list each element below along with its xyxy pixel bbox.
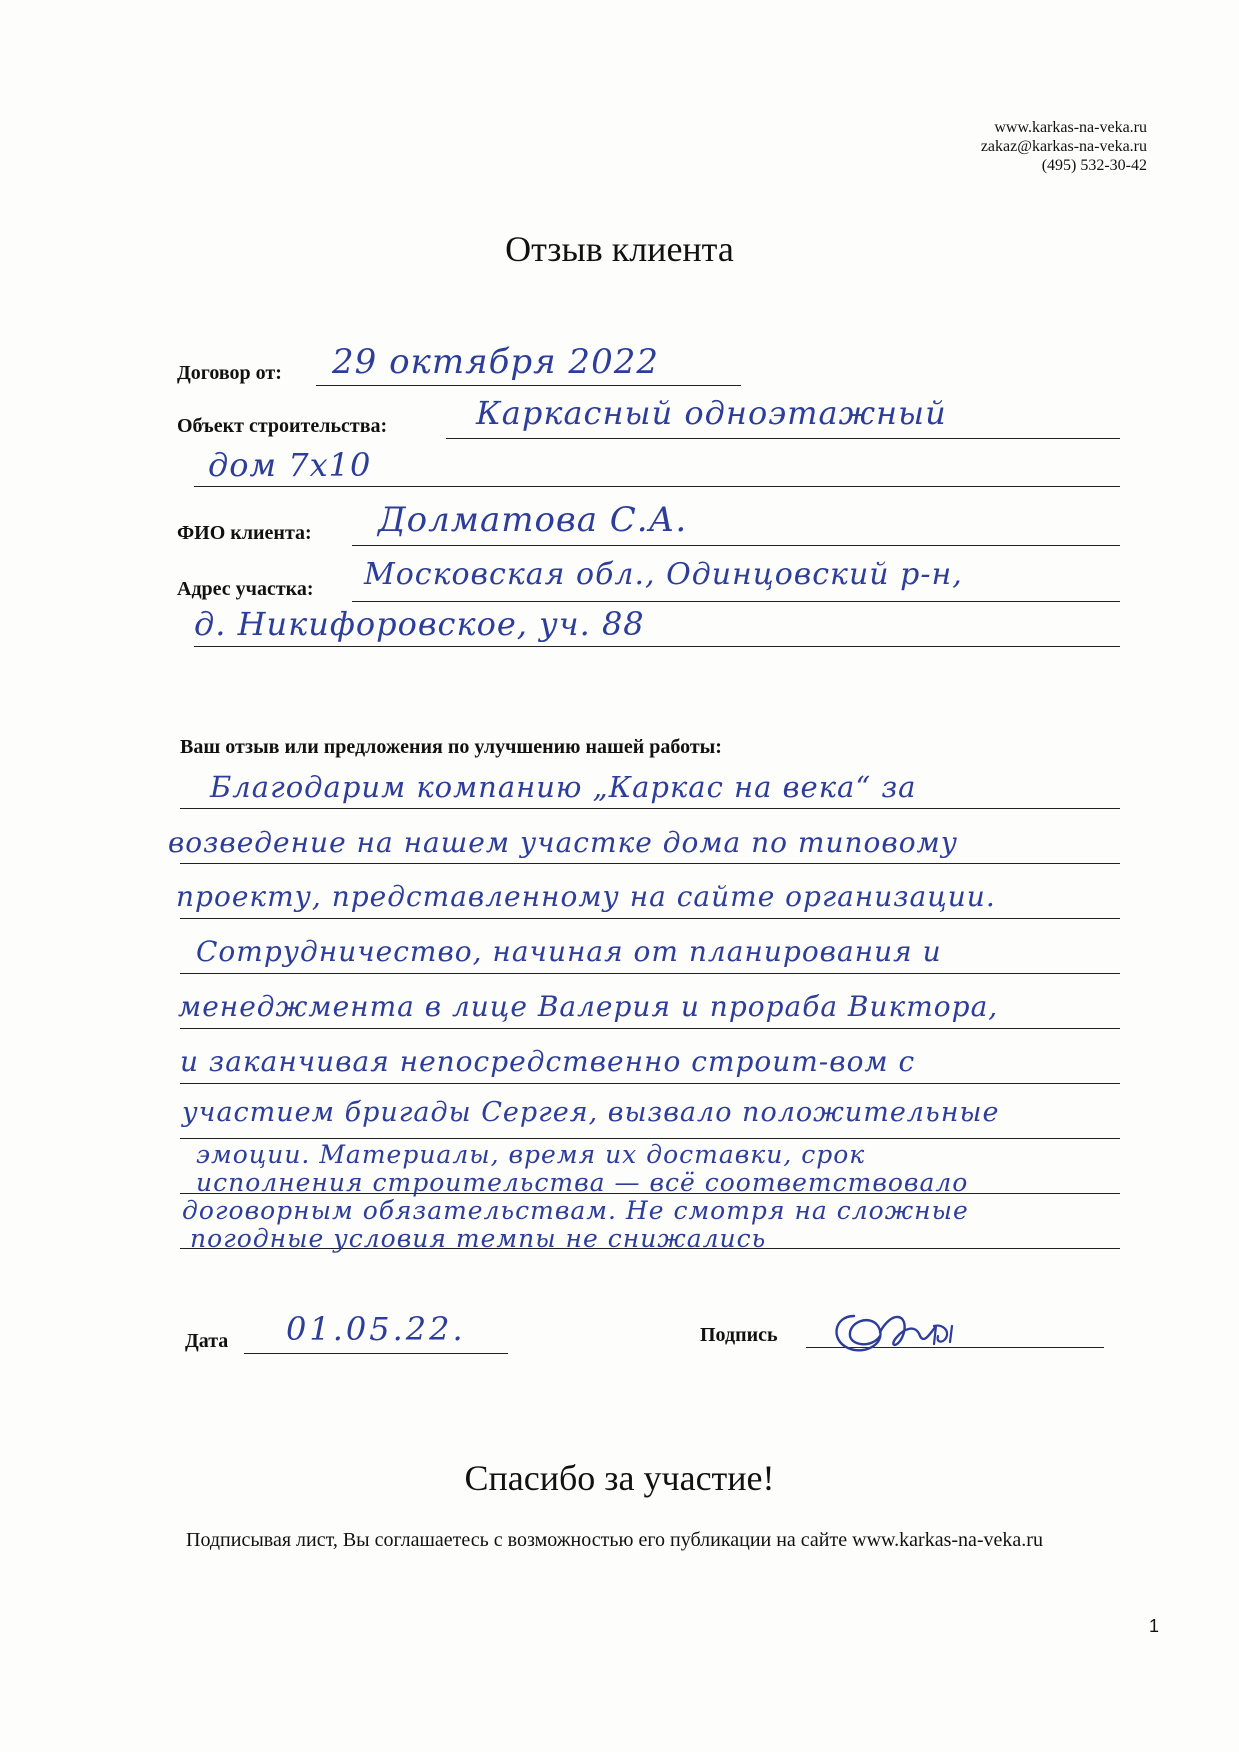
feedback-line-3 (180, 918, 1120, 919)
contacts-block (981, 118, 1147, 175)
thanks-heading: Спасибо за участие! (464, 1458, 775, 1498)
feedback-text-line-7: участием бригады Сергея, вызвало положительные (182, 1097, 1000, 1128)
object-label: Объект строительства: (177, 415, 388, 437)
feedback-text-line-1: Благодарим компанию „Каркас на века“ за (210, 770, 917, 804)
feedback-text-line-3: проекту, представленному на сайте организации. (176, 880, 996, 913)
client-value: Долматова С.А. (378, 500, 688, 540)
address-line-1 (352, 601, 1120, 602)
object-line-2 (194, 486, 1120, 487)
date-value: 01.05.22. (286, 1310, 466, 1348)
signature-label: Подпись (700, 1324, 778, 1346)
date-label: Дата (185, 1330, 229, 1352)
object-value-line2: дом 7х10 (208, 446, 372, 484)
feedback-text-line-6: и заканчивая непосредственно строит-вом с (180, 1045, 916, 1078)
website-text: www.karkas-na-veka.ru (994, 119, 1147, 136)
contract-label: Договор от: (177, 362, 282, 384)
document-title: Отзыв клиента (505, 229, 734, 269)
feedback-text-line-2: возведение на нашем участке дома по типовому (168, 826, 959, 859)
feedback-text-line-8: эмоции. Материалы, время их доставки, срок (196, 1140, 866, 1169)
consent-text: Подписывая лист, Вы соглашаетесь с возможностью его публикации на сайте www.karkas-na-veka.ru (186, 1529, 1043, 1551)
feedback-line-7 (180, 1138, 1120, 1139)
feedback-text-line-10: договорным обязательствам. Не смотря на сложные (182, 1196, 969, 1225)
feedback-line-6 (180, 1083, 1120, 1084)
page-number: 1 (1148, 1616, 1159, 1636)
address-line-2 (194, 646, 1120, 647)
address-value-line2: д. Никифоровское, уч. 88 (194, 605, 645, 643)
address-label: Адрес участка: (177, 578, 314, 600)
feedback-line-2 (180, 863, 1120, 864)
feedback-line-4 (180, 973, 1120, 974)
client-label: ФИО клиента: (177, 522, 312, 544)
client-line (352, 545, 1120, 546)
email-text: zakaz@karkas-na-veka.ru (980, 138, 1147, 155)
address-value-line1: Московская обл., Одинцовский р-н, (364, 557, 963, 592)
object-value-line1: Каркасный одноэтажный (476, 394, 947, 432)
object-line-1 (446, 438, 1120, 439)
feedback-text-line-4: Сотрудничество, начиная от планирования и (196, 935, 942, 968)
date-line (244, 1353, 508, 1354)
feedback-line-5 (180, 1028, 1120, 1029)
phone-text: (495) 532-30-42 (1041, 157, 1147, 174)
feedback-label: Ваш отзыв или предложения по улучшению нашей работы: (180, 736, 722, 758)
feedback-line-1 (180, 808, 1120, 809)
feedback-text-line-5: менеджмента в лице Валерия и прораба Виктора, (178, 990, 999, 1023)
feedback-text-line-9: исполнения строительства — всё соответствовало (196, 1168, 969, 1197)
signature-scribble (826, 1302, 986, 1360)
contract-value: 29 октября 2022 (332, 342, 659, 382)
feedback-text-line-11: погодные условия темпы не снижались (190, 1224, 767, 1253)
contract-line (316, 385, 741, 386)
